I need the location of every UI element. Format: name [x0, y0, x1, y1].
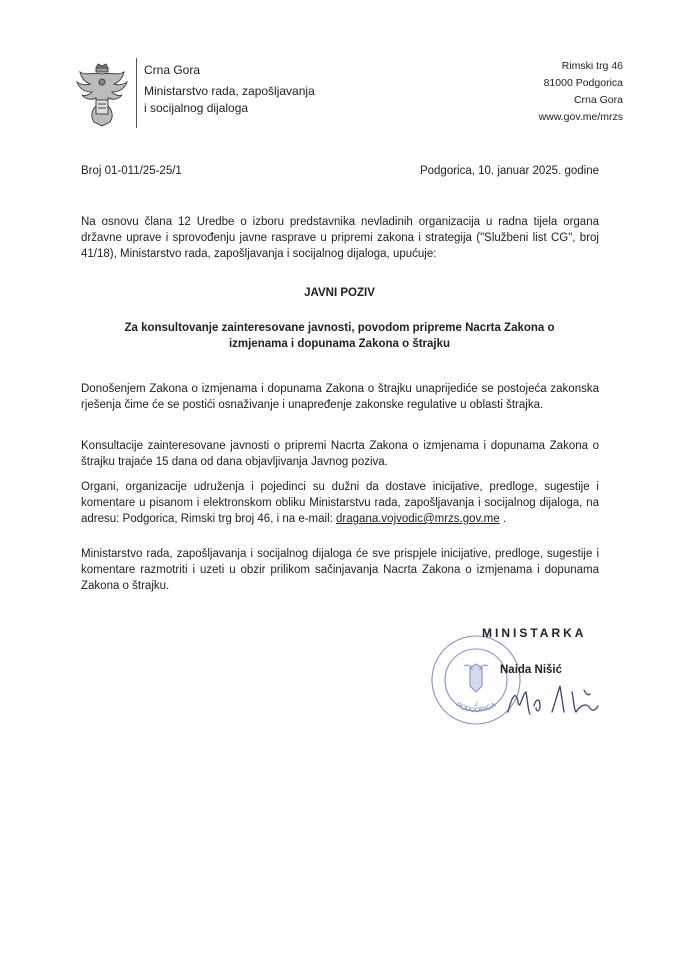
- paragraph-3-text: Organi, organizacije udruženja i pojedinci su dužni da dostave inicijative, predloge, sugestije i komentare u pisanom i elektronskom obliku Ministarstvu rada, zapošljavanja i socijalnog dijaloga, na adresu: Podgorica, Rimski trg broj 46, i na e-mail:: [81, 481, 599, 525]
- paragraph-3: [81, 479, 599, 527]
- header-divider: [136, 58, 137, 128]
- reference-number: Broj 01-011/25-25/1: [81, 165, 182, 177]
- paragraph-1: Donošenjem Zakona o izmjenama i dopunama Zakona o štrajku unaprijediće se postojeća zakonska rješenja čime će se postići osnaživanje i unapređenje zakonske regulative u oblasti štrajka.: [81, 383, 599, 411]
- place-date: Podgorica, 10. januar 2025. godine: [419, 165, 599, 177]
- org-ministry-line2: i socijalnog dijaloga: [144, 101, 249, 115]
- paragraph-2: Konsultacije zainteresovane javnosti o pripremi Nacrta Zakona o izmjenama i dopunama Zakona o štrajku trajaće 15 dana od dana objavljivanja Javnog poziva.: [81, 440, 599, 468]
- address-country: Crna Gora: [573, 94, 623, 106]
- document-title: JAVNI POZIV: [304, 287, 375, 299]
- intro-paragraph: Na osnovu člana 12 Uredbe o izboru predstavnika nevladinih organizacija u radna tijela organa državne uprave i sprovođenju javne rasprave u pripremi zakona i strategija ("Službeni list CG", broj 41/18), Ministarstvo rada, zapošljavanja i socijalnog dijaloga, upućuje:: [81, 216, 599, 260]
- email-suffix: .: [499, 513, 507, 525]
- address-website[interactable]: www.gov.me/mrzs: [538, 111, 623, 123]
- address-city: 81000 Podgorica: [543, 77, 623, 89]
- paragraph-4: Ministarstvo rada, zapošljavanja i socijalnog dijaloga će sve prispjele inicijative, predloge, sugestije i komentare razmotriti i uzeti u obzir prilikom sačinjavanja Nacrta Zakona o izmjenama i dopunama Zakona o štrajku.: [81, 548, 599, 592]
- signatory-name: Naida Nišić: [500, 664, 562, 676]
- address-street: Rimski trg 46: [561, 60, 623, 72]
- org-country: Crna Gora: [144, 63, 201, 77]
- document-subtitle: [100, 320, 579, 352]
- coat-of-arms-logo: [74, 62, 130, 128]
- handwritten-signature: [500, 672, 610, 728]
- signatory-title: MINISTARKA: [482, 626, 587, 640]
- stamp-city: PODGORICA: [454, 701, 498, 715]
- subtitle-line1: Za konsultovanje zainteresovane javnosti, povodom pripreme Nacrta Zakona o: [124, 322, 555, 334]
- email-link[interactable]: dragana.vojvodic@mrzs.gov.me: [336, 513, 500, 525]
- subtitle-line2: izmjenama i dopunama Zakona o štrajku: [228, 338, 451, 350]
- stamp-number: 2: [474, 702, 478, 708]
- org-ministry-line1: Ministarstvo rada, zapošljavanja: [144, 84, 315, 98]
